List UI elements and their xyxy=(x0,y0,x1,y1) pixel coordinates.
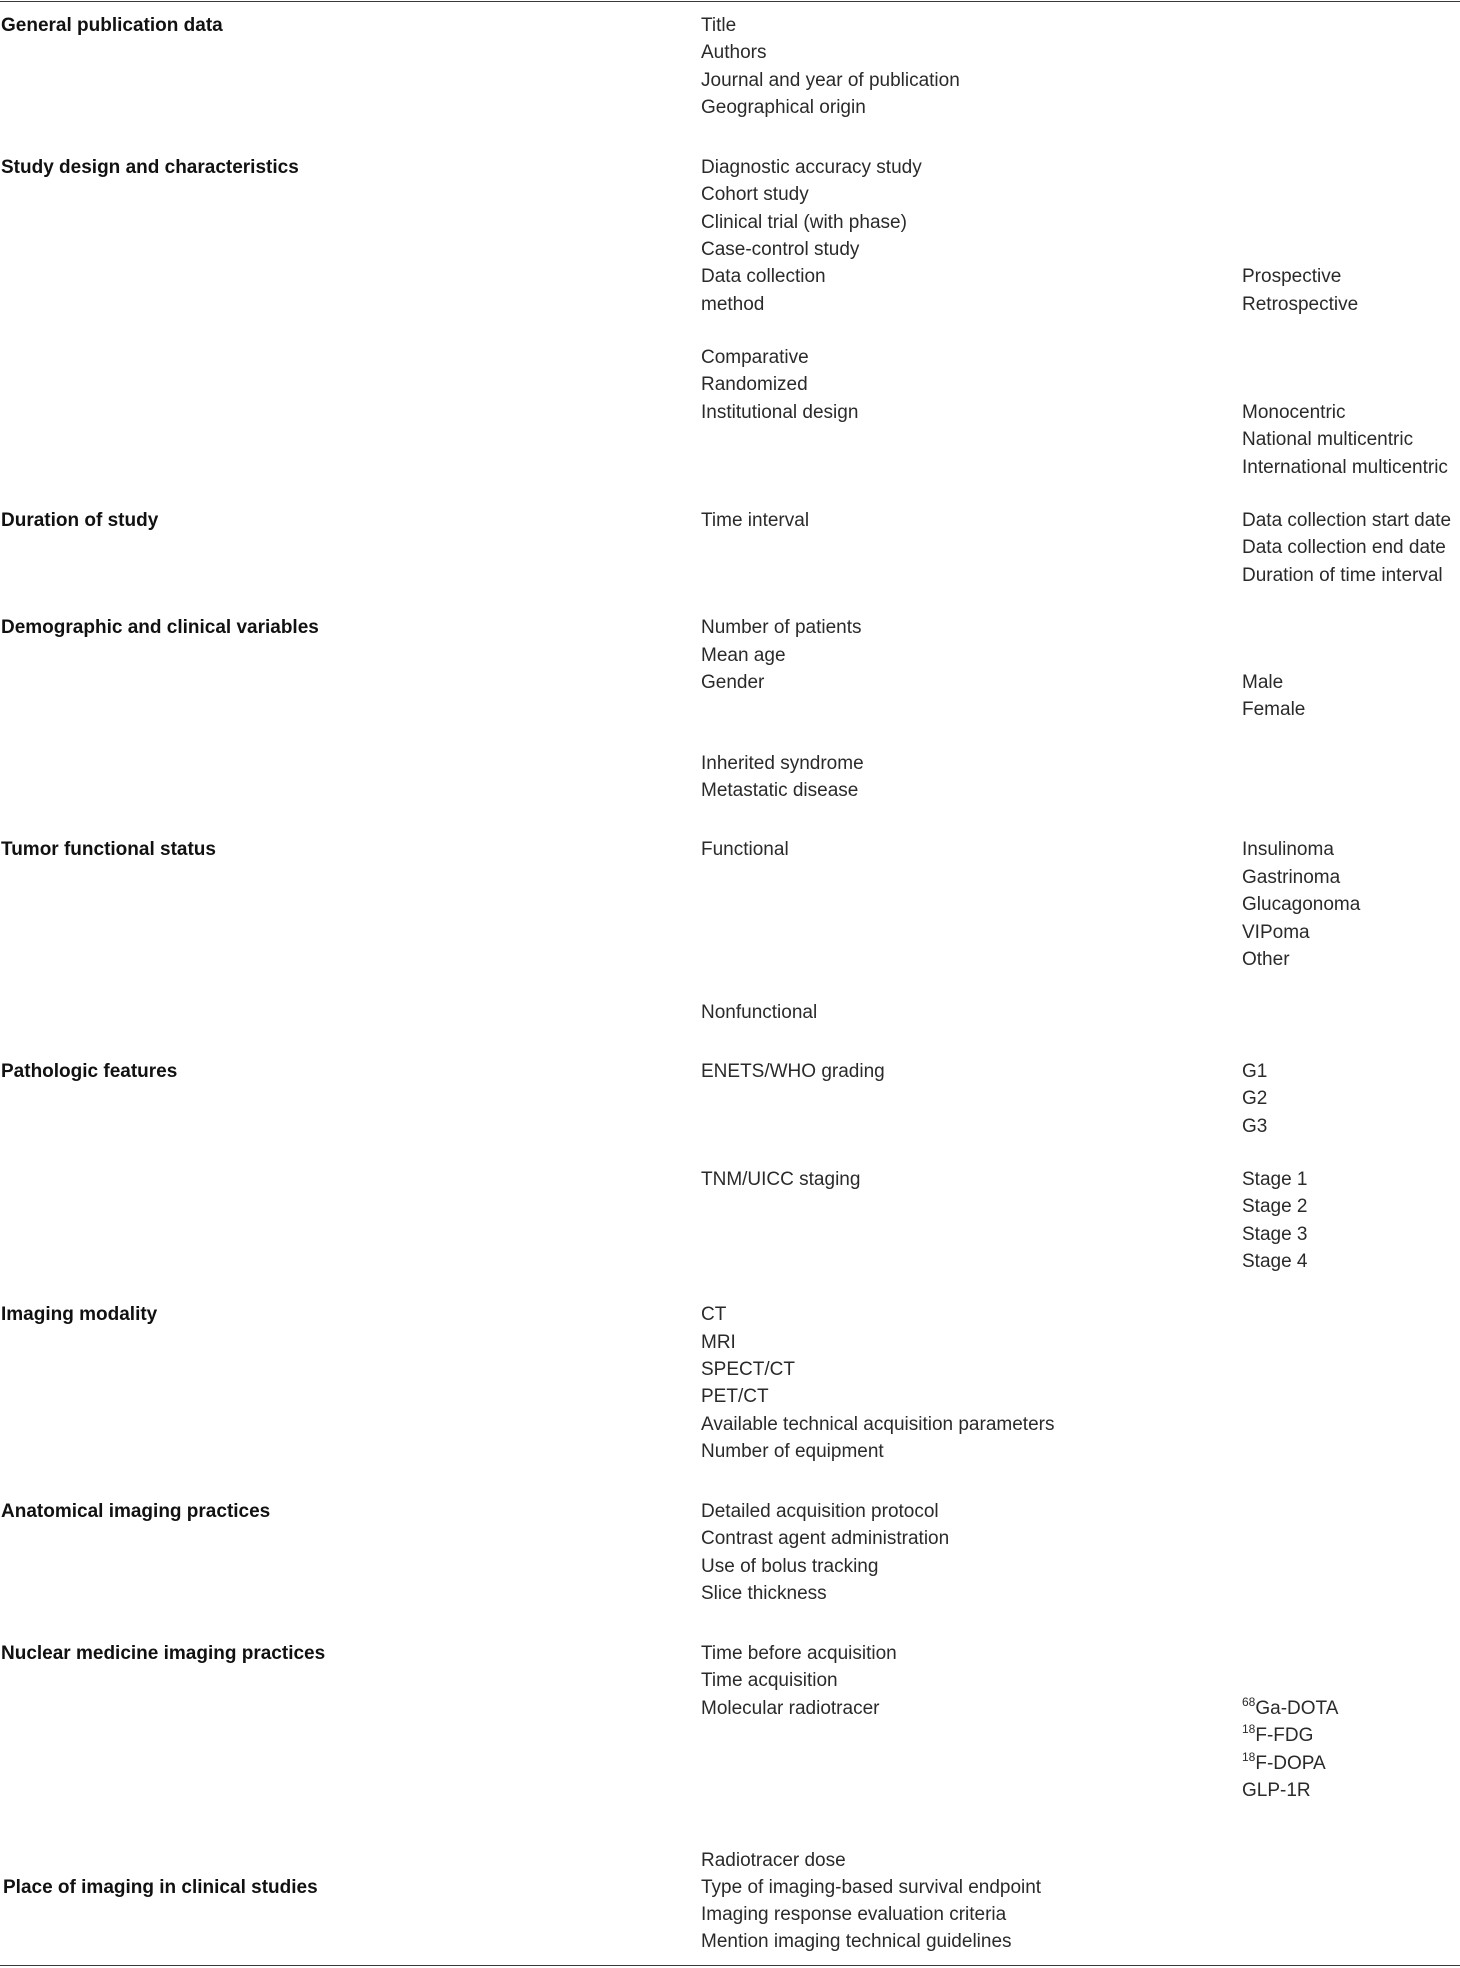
tracer-name: Ga-DOTA xyxy=(1255,1698,1339,1719)
item-molecular-radiotracer: Molecular radiotracer xyxy=(701,1698,880,1719)
subitem-f-fdg xyxy=(1242,1724,1313,1748)
isotope-mass-number: 68 xyxy=(1242,1695,1256,1709)
category-place-of-imaging: Place of imaging in clinical studies xyxy=(3,1877,318,1898)
item-tnm-uicc-staging: TNM/UICC staging xyxy=(701,1169,861,1190)
subitem-other: Other xyxy=(1242,949,1290,970)
tracer-name: F-DOPA xyxy=(1255,1753,1326,1774)
item-survival-endpoint: Type of imaging-based survival endpoint xyxy=(701,1877,1042,1898)
subitem-stage-1: Stage 1 xyxy=(1242,1169,1308,1190)
item-response-criteria: Imaging response evaluation criteria xyxy=(701,1904,1007,1925)
item-geographical-origin: Geographical origin xyxy=(701,97,866,118)
item-diagnostic-accuracy-study: Diagnostic accuracy study xyxy=(701,157,922,178)
item-radiotracer-dose: Radiotracer dose xyxy=(701,1850,846,1871)
item-slice-thickness: Slice thickness xyxy=(701,1583,827,1604)
subitem-monocentric: Monocentric xyxy=(1242,402,1346,423)
item-authors: Authors xyxy=(701,42,767,63)
subitem-prospective: Prospective xyxy=(1242,266,1342,287)
subitem-vipoma: VIPoma xyxy=(1242,922,1310,943)
item-title: Title xyxy=(701,15,737,36)
tracer-name: GLP-1R xyxy=(1242,1780,1311,1801)
subitem-stage-4: Stage 4 xyxy=(1242,1251,1308,1272)
category-imaging-modality: Imaging modality xyxy=(1,1304,158,1325)
category-duration-of-study: Duration of study xyxy=(1,510,159,531)
subitem-glucagonoma: Glucagonoma xyxy=(1242,894,1361,915)
item-pet-ct: PET/CT xyxy=(701,1386,769,1407)
category-anatomical-imaging: Anatomical imaging practices xyxy=(1,1501,271,1522)
item-number-of-patients: Number of patients xyxy=(701,617,862,638)
item-gender: Gender xyxy=(701,672,765,693)
subitem-glp-1r xyxy=(1242,1779,1311,1803)
subitem-g2: G2 xyxy=(1242,1088,1268,1109)
item-number-of-equipment: Number of equipment xyxy=(701,1441,884,1462)
table-bottom-rule xyxy=(0,1965,1460,1966)
subitem-stage-3: Stage 3 xyxy=(1242,1224,1308,1245)
item-spect-ct: SPECT/CT xyxy=(701,1359,795,1380)
item-functional: Functional xyxy=(701,839,789,860)
tracer-name: F-FDG xyxy=(1255,1725,1314,1746)
subitem-g1: G1 xyxy=(1242,1061,1268,1082)
item-technical-guidelines: Mention imaging technical guidelines xyxy=(701,1931,1012,1952)
subitem-stage-2: Stage 2 xyxy=(1242,1196,1308,1217)
subitem-national-multicentric: National multicentric xyxy=(1242,429,1414,450)
item-mean-age: Mean age xyxy=(701,645,786,666)
subitem-retrospective: Retrospective xyxy=(1242,294,1359,315)
item-time-before-acquisition: Time before acquisition xyxy=(701,1643,897,1664)
subitem-female: Female xyxy=(1242,699,1306,720)
subitem-end-date: Data collection end date xyxy=(1242,537,1446,558)
subitem-male: Male xyxy=(1242,672,1284,693)
subitem-ga-dota xyxy=(1242,1697,1338,1721)
item-time-interval: Time interval xyxy=(701,510,810,531)
category-demographic-clinical: Demographic and clinical variables xyxy=(1,617,319,638)
category-pathologic-features: Pathologic features xyxy=(1,1061,178,1082)
item-inherited-syndrome: Inherited syndrome xyxy=(701,753,864,774)
item-method: method xyxy=(701,294,765,315)
item-journal-year: Journal and year of publication xyxy=(701,70,960,91)
item-case-control-study: Case-control study xyxy=(701,239,860,260)
subitem-international-multicentric: International multicentric xyxy=(1242,457,1448,478)
table-top-rule xyxy=(0,1,1460,2)
subitem-gastrinoma: Gastrinoma xyxy=(1242,867,1341,888)
item-cohort-study: Cohort study xyxy=(701,184,809,205)
item-nonfunctional: Nonfunctional xyxy=(701,1002,818,1023)
category-nuclear-medicine: Nuclear medicine imaging practices xyxy=(1,1643,326,1664)
item-bolus-tracking: Use of bolus tracking xyxy=(701,1556,879,1577)
category-general-publication-data: General publication data xyxy=(1,15,223,36)
item-comparative: Comparative xyxy=(701,347,809,368)
item-mri: MRI xyxy=(701,1332,736,1353)
item-data-collection: Data collection xyxy=(701,266,826,287)
subitem-duration: Duration of time interval xyxy=(1242,565,1443,586)
category-tumor-functional-status: Tumor functional status xyxy=(1,839,216,860)
isotope-mass-number: 18 xyxy=(1242,1722,1256,1736)
item-enets-who-grading: ENETS/WHO grading xyxy=(701,1061,885,1082)
item-technical-parameters: Available technical acquisition parameters xyxy=(701,1414,1055,1435)
item-institutional-design: Institutional design xyxy=(701,402,859,423)
item-randomized: Randomized xyxy=(701,374,808,395)
item-metastatic-disease: Metastatic disease xyxy=(701,780,859,801)
item-contrast-agent: Contrast agent administration xyxy=(701,1528,950,1549)
item-time-acquisition: Time acquisition xyxy=(701,1670,838,1691)
item-acquisition-protocol: Detailed acquisition protocol xyxy=(701,1501,939,1522)
category-study-design: Study design and characteristics xyxy=(1,157,299,178)
subitem-f-dopa xyxy=(1242,1752,1326,1776)
item-ct: CT xyxy=(701,1304,727,1325)
item-clinical-trial: Clinical trial (with phase) xyxy=(701,212,907,233)
isotope-mass-number: 18 xyxy=(1242,1750,1256,1764)
subitem-start-date: Data collection start date xyxy=(1242,510,1452,531)
subitem-g3: G3 xyxy=(1242,1116,1268,1137)
subitem-insulinoma: Insulinoma xyxy=(1242,839,1334,860)
